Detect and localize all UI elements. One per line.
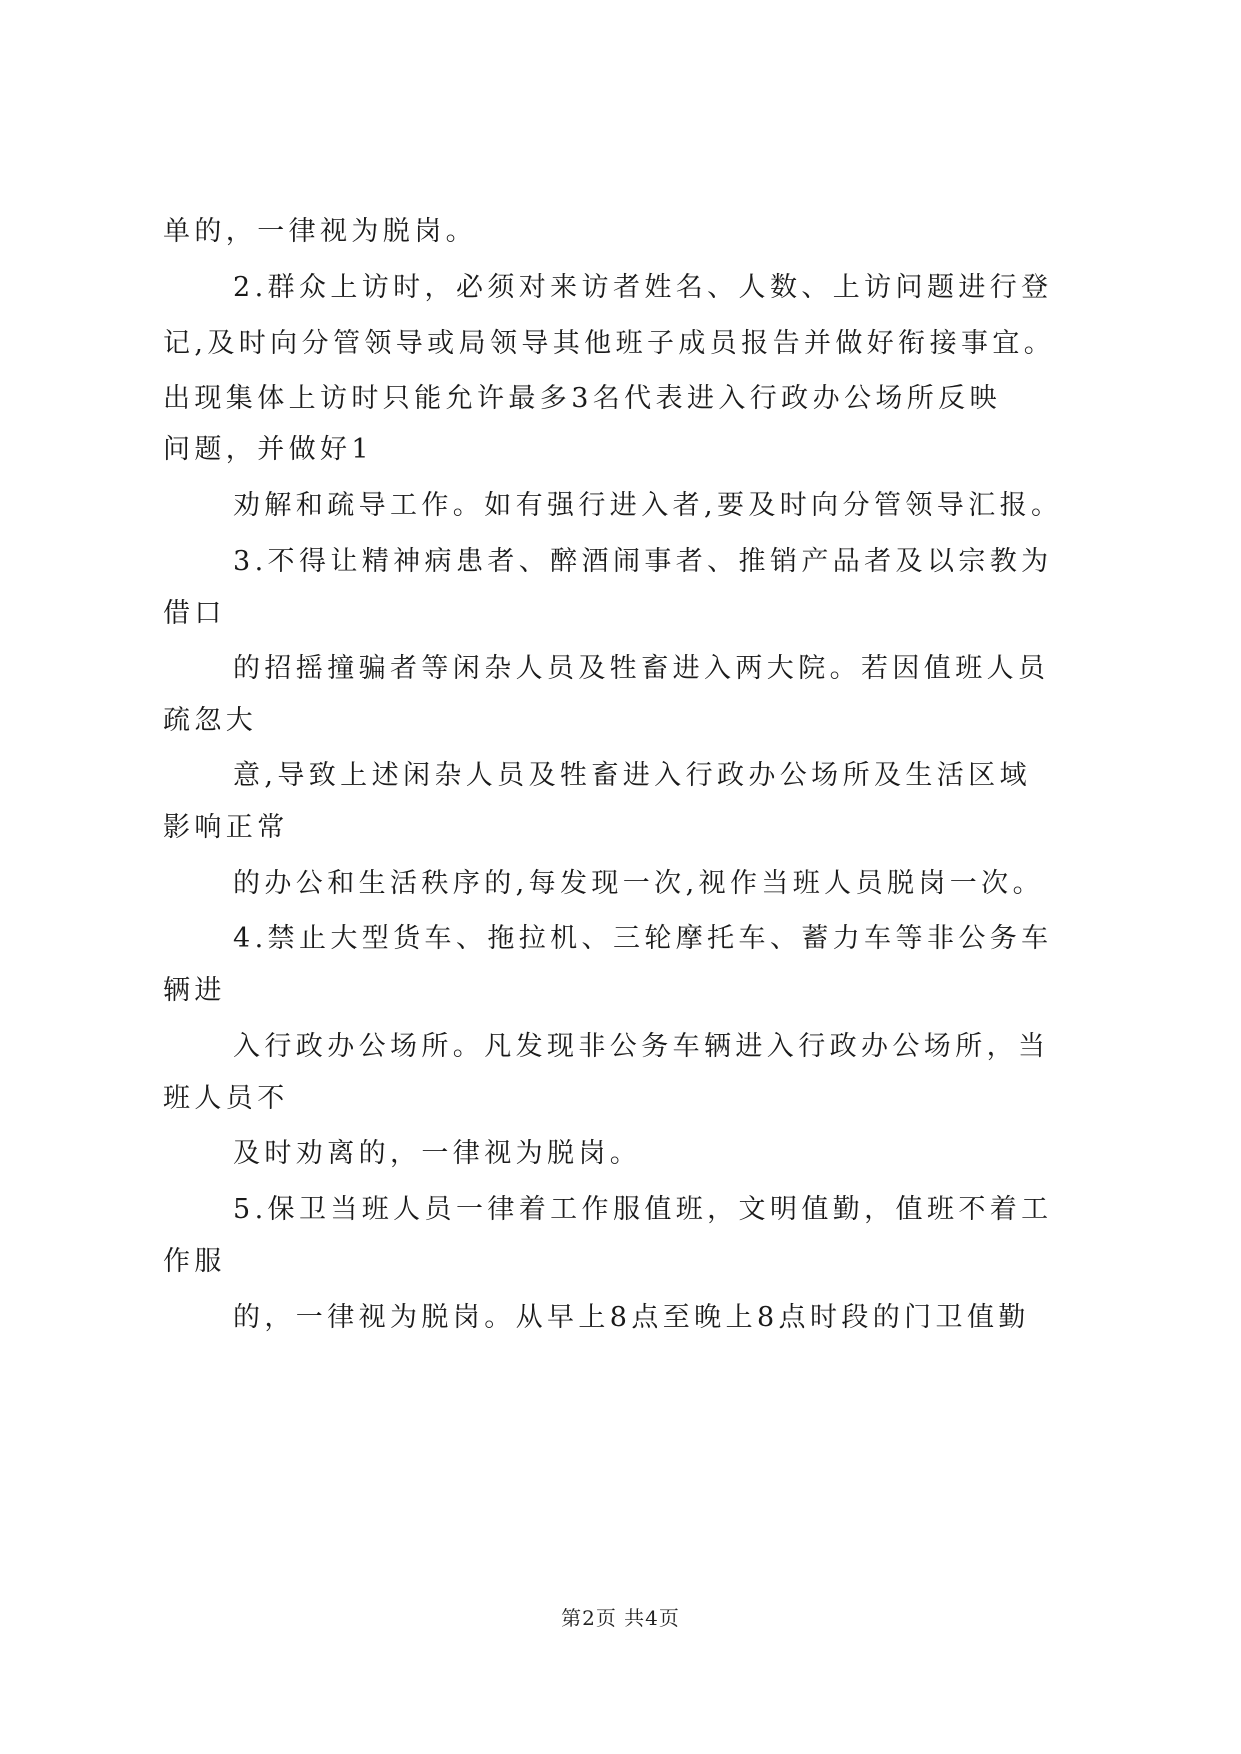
- text-line: 借口: [163, 598, 226, 629]
- text-line: 班人员不: [163, 1083, 289, 1114]
- text-line: 问题，并做好1: [163, 434, 373, 465]
- text-line: 出现集体上访时只能允许最多3名代表进入行政办公场所反映: [163, 383, 1001, 414]
- text-line: 意,导致上述闲杂人员及牲畜进入行政办公场所及生活区域: [233, 760, 1031, 791]
- text-line: 3.不得让精神病患者、醉酒闹事者、推销产品者及以宗教为: [233, 546, 1053, 577]
- text-line: 辆进: [163, 975, 226, 1006]
- text-line: 影响正常: [163, 812, 289, 843]
- text-line: 及时劝离的，一律视为脱岗。: [233, 1138, 642, 1169]
- text-line: 疏忽大: [163, 705, 258, 736]
- text-line: 的办公和生活秩序的,每发现一次,视作当班人员脱岗一次。: [233, 868, 1044, 899]
- text-line: 2.群众上访时，必须对来访者姓名、人数、上访问题进行登: [233, 272, 1053, 303]
- text-line: 劝解和疏导工作。如有强行进入者,要及时向分管领导汇报。: [233, 490, 1063, 521]
- text-line: 5.保卫当班人员一律着工作服值班，文明值勤，值班不着工: [233, 1194, 1053, 1225]
- text-line: 记,及时向分管领导或局领导其他班子成员报告并做好衔接事宜。: [163, 328, 1056, 359]
- text-line: 的招摇撞骗者等闲杂人员及牲畜进入两大院。若因值班人员: [233, 653, 1050, 684]
- text-line: 作服: [163, 1246, 226, 1277]
- page-number-footer: 第2页 共4页: [561, 1606, 680, 1630]
- text-line: 的，一律视为脱岗。从早上8点至晚上8点时段的门卫值勤: [233, 1302, 1030, 1333]
- text-line: 入行政办公场所。凡发现非公务车辆进入行政办公场所，当: [233, 1031, 1050, 1062]
- text-line: 4.禁止大型货车、拖拉机、三轮摩托车、蓄力车等非公务车: [233, 923, 1053, 954]
- text-line: 单的，一律视为脱岗。: [163, 216, 477, 247]
